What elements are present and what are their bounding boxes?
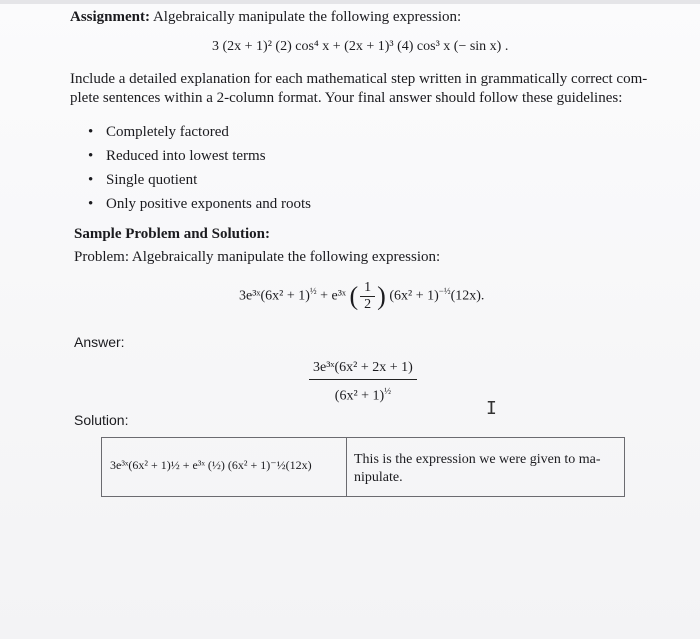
- one-half-fraction: $\frac{1}{2}$: [360, 280, 375, 313]
- list-item: • Only positive exponents and roots: [88, 196, 311, 212]
- sample-heading: Sample Problem and Solution:: [74, 226, 271, 242]
- solution-label: Solution:: [74, 412, 129, 428]
- left-paren: (: [349, 281, 359, 311]
- assignment-text: Algebraically manipulate the following expression:: [150, 9, 462, 25]
- top-edge: [0, 0, 700, 4]
- assignment-label: Assignment:: [70, 9, 151, 25]
- assignment-expression: 3 (2x + 1)² (2) cos⁴ x + (2x + 1)³ (4) cos³ x (− sin x) .: [212, 39, 509, 54]
- list-item: • Completely factored: [88, 124, 229, 140]
- list-item: • Reduced into lowest terms: [88, 148, 266, 164]
- instructions-line-1: Include a detailed explanation for each mathematical step written in grammatically correct com-: [70, 71, 648, 87]
- table-cell-explanation: This is the expression we were given to ma- nipulate.: [354, 452, 601, 485]
- answer-fraction: $\frac{\text{3e³ˣ(6x² + 2x + 1)}}{(6x^2 + 1)^{\frac{1}{2}}}$: [309, 360, 417, 405]
- assignment-line: [70, 7, 461, 28]
- table-cell-expression: 3e³ˣ(6x² + 1)½ + e³ˣ (½) (6x² + 1)⁻½(12x): [102, 438, 347, 496]
- text-cursor-icon: I: [486, 398, 497, 419]
- instructions-line-2: plete sentences within a 2-column format. Your final answer should follow these guidelines:: [70, 90, 623, 106]
- right-paren: ): [377, 281, 386, 311]
- guidelines-list: [88, 120, 311, 216]
- list-item: • Single quotient: [88, 172, 198, 188]
- answer-label: Answer:: [74, 334, 125, 350]
- problem-line: Problem: Algebraically manipulate the following expression:: [74, 249, 441, 265]
- answer-expression: [307, 360, 419, 405]
- solution-table: [101, 437, 625, 497]
- problem-expression: 3e³ˣ(6x² + 1)$^{\frac{1}{2}}$ + e³ˣ ( $\frac{1}{2}$ ) $(6x^2 + 1)^{-\frac{1}{2}}(12x)$.: [239, 280, 485, 312]
